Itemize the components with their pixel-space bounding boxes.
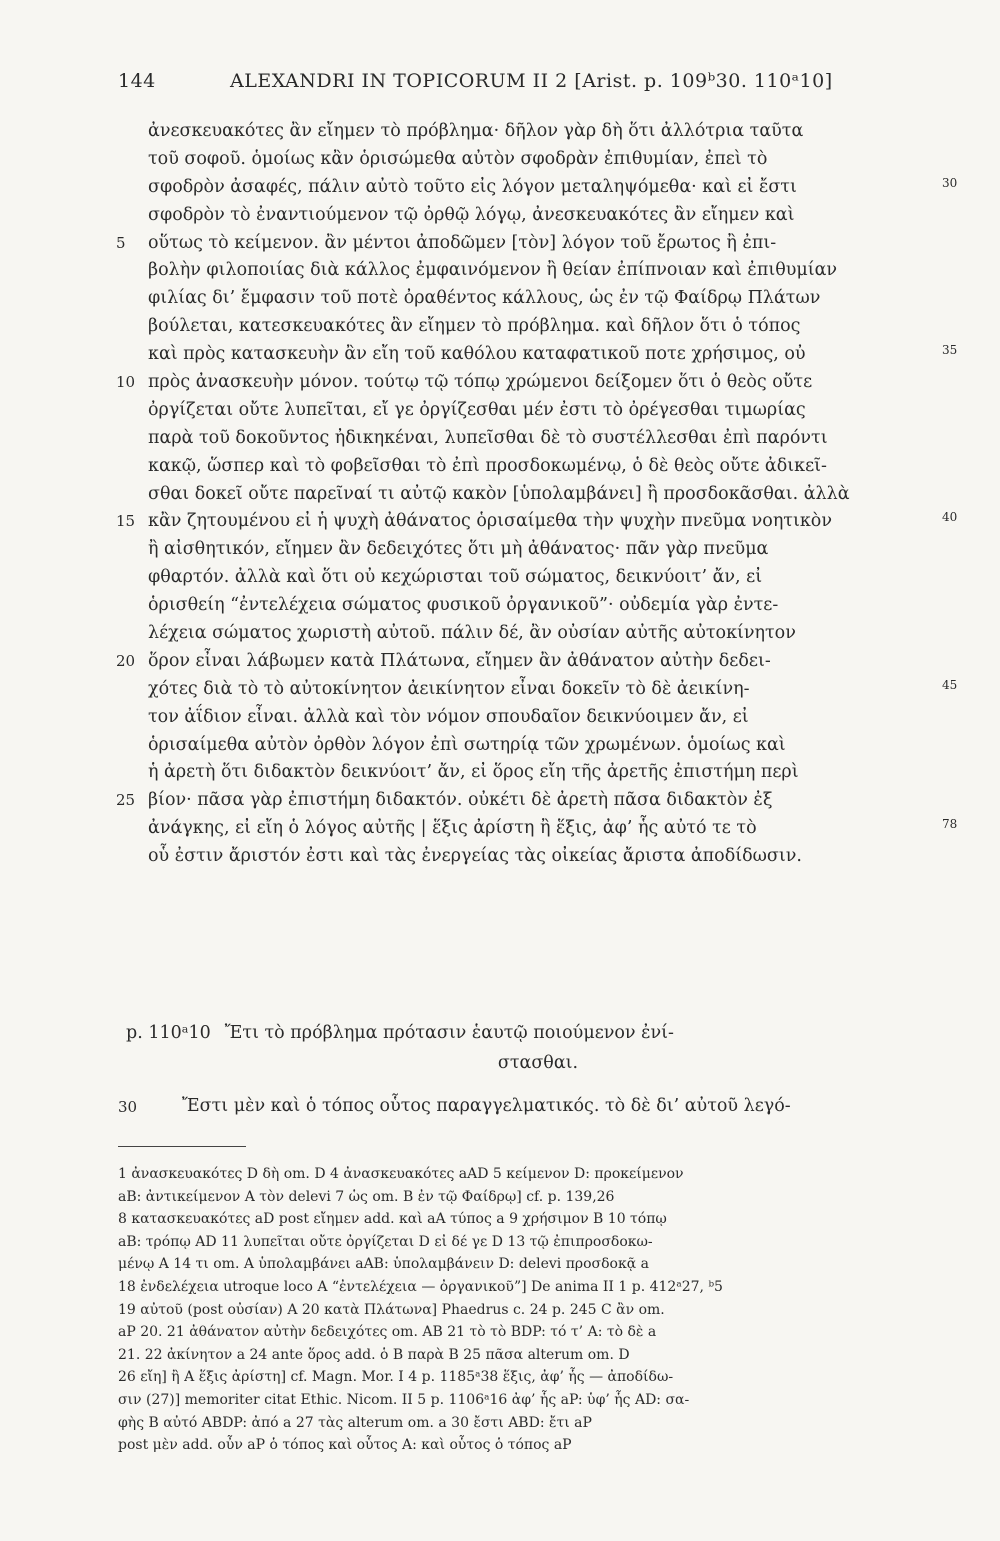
text-line [148, 174, 958, 202]
apparatus-line: 8 κατασκευακότες aD post εἴημεν add. καὶ aA τύπος a 9 χρήσιμον B 10 τόπῳ [118, 1211, 667, 1228]
text-line [148, 843, 928, 871]
text-line [148, 732, 928, 760]
line-number: 5 [116, 233, 126, 252]
text-line [148, 257, 928, 285]
running-title: ALEXANDRI IN TOPICORUM II 2 [Arist. p. 109ᵇ30. 110ᵃ10] [230, 70, 833, 92]
text-line [148, 704, 928, 732]
lemma-reference: p. 110ᵃ10 [126, 1023, 211, 1043]
line-number: 10 [116, 373, 136, 392]
line-text: οὕτως τὸ κείμενον. ἂν μέντοι ἀποδῶμεν [τὸν] λόγον τοῦ ἔρωτος ἢ ἐπι- [148, 232, 777, 253]
apparatus-line: μένῳ A 14 τι om. A ὑπολαμβάνει aAB: ὑπολαμβάνειν D: delevi προσδοκᾷ a [118, 1256, 649, 1273]
apparatus-line: aP 20. 21 ἀθάνατον αὐτὴν δεδειχότες om. AB 21 τὸ τὸ BDP: τό τ’ A: τὸ δὲ a [118, 1324, 657, 1341]
text-line [148, 146, 928, 174]
line-text: κακῷ, ὥσπερ καὶ τὸ φοβεῖσθαι τὸ ἐπὶ προσδοκωμένῳ, ὁ δὲ θεὸς οὔτε ἀδικεῖ- [148, 455, 827, 476]
text-line [148, 564, 928, 592]
apparatus-line: aB: ἀντικείμενον A τὸν delevi 7 ὡς om. B ἐν τῷ Φαίδρῳ] cf. p. 139,26 [118, 1188, 615, 1205]
apparatus-line: σιν (27)] memoriter citat Ethic. Nicom. II 5 p. 1106ᵃ16 ἀφ’ ἧς aP: ὑφ’ ἧς AD: σα- [118, 1391, 690, 1408]
text-line [148, 592, 928, 620]
text-line [116, 648, 928, 676]
line-text: ἀνάγκης, εἰ εἴη ὁ λόγος αὐτῆς | ἕξις ἀρίστη ἢ ἕξις, ἀφ’ ἧς αὐτό τε τὸ [148, 818, 757, 839]
lemma-text-line2: στασθαι. [497, 1053, 579, 1073]
line-text: λέχεια σώματος χωριστὴ αὐτοῦ. πάλιν δέ, ἂν οὐσίαν αὐτῆς αὐτοκίνητον [148, 623, 796, 644]
margin-reference-number: 45 [942, 677, 958, 692]
line-text: ἡ ἀρετὴ ὅτι διδακτὸν δεικνύοιτ’ ἄν, εἰ ὅρος εἴη τῆς ἀρετῆς ἐπιστήμη περὶ [148, 762, 799, 783]
apparatus-line: 19 αὐτοῦ (post οὐσίαν) A 20 κατὰ Πλάτωνα] Phaedrus c. 24 p. 245 C ἂν om. [118, 1301, 665, 1318]
lemma-text-line1: Ἔτι τὸ πρόβλημα πρότασιν ἑαυτῷ ποιούμενον ἐνί- [224, 1023, 674, 1043]
line-number: 30 [118, 1098, 138, 1116]
text-line [148, 676, 958, 704]
line-text: σφοδρὸν τὸ ἐναντιούμενον τῷ ὀρθῷ λόγῳ, ἀνεσκευακότες ἂν εἴημεν καὶ [148, 204, 795, 225]
text-line [148, 341, 958, 369]
line-text: καὶ πρὸς κατασκευὴν ἂν εἴη τοῦ καθόλου καταφατικοῦ ποτε χρήσιμος, οὐ [148, 344, 806, 365]
text-line [116, 787, 928, 815]
text-line [148, 536, 928, 564]
line-text: βούλεται, κατεσκευακότες ἂν εἴημεν τὸ πρόβλημα. καὶ δῆλον ὅτι ὁ τόπος [148, 316, 801, 337]
line-text: παρὰ τοῦ δοκοῦντος ἠδικηκέναι, λυπεῖσθαι δὲ τὸ συστέλλεσθαι ἐπὶ παρόντι [148, 427, 828, 448]
apparatus-line: 21. 22 ἀκίνητον a 24 ante ὅρος add. ὁ B παρὰ B 25 πᾶσα alterum om. D [118, 1346, 630, 1363]
line-text: φιλίας δι’ ἔμφασιν τοῦ ποτὲ ὀραθέντος κάλλους, ὡς ἐν τῷ Φαίδρῳ Πλάτων [148, 288, 821, 309]
line-text: βολὴν φιλοποιίας διὰ κάλλος ἐμφαινόμενον ἢ θείαν ἐπίπνοιαν καὶ ἐπιθυμίαν [148, 260, 838, 281]
line-text: φθαρτόν. ἀλλὰ καὶ ὅτι οὐ κεχώρισται τοῦ σώματος, δεικνύοιτ’ ἄν, εἰ [148, 567, 763, 588]
apparatus-line: post μὲν add. οὖν aP ὁ τόπος καὶ οὗτος A: καὶ οὗτος ὁ τόπος aP [118, 1437, 572, 1454]
line-text: βίον· πᾶσα γὰρ ἐπιστήμη διδακτόν. οὐκέτι δὲ ἀρετὴ πᾶσα διδακτὸν ἐξ [148, 790, 773, 811]
text-line [148, 815, 958, 843]
margin-reference-number: 40 [942, 510, 958, 525]
line-text: ὁρισαίμεθα αὐτὸν ὀρθὸν λόγον ἐπὶ σωτηρίᾳ τῶν χρωμένων. ὁμοίως καὶ [148, 734, 786, 755]
text-line [116, 369, 928, 397]
text-line [116, 508, 958, 536]
lemma [126, 1018, 928, 1078]
commentary-text: Ἔστι μὲν καὶ ὁ τόπος οὗτος παραγγελματικός. τὸ δὲ δι’ αὐτοῦ λεγό- [182, 1096, 791, 1116]
apparatus-line: φὴς B αὐτό ABDP: ἀπό a 27 τὰς alterum om. a 30 ἔστι ABD: ἔτι aP [118, 1414, 592, 1431]
line-text: ἢ αἰσθητικόν, εἴημεν ἂν δεδειχότες ὅτι μὴ ἀθάνατος· πᾶν γὰρ πνεῦμα [148, 539, 769, 560]
line-text: χότες διὰ τὸ τὸ αὐτοκίνητον ἀεικίνητον εἶναι δοκεῖν τὸ δὲ ἀεικίνη- [148, 678, 750, 699]
text-line [148, 759, 928, 787]
footnote-rule [118, 1146, 246, 1147]
critical-apparatus [118, 1163, 958, 1457]
line-number: 25 [116, 791, 136, 810]
line-number: 20 [116, 651, 136, 670]
line-text: ὅρον εἶναι λάβωμεν κατὰ Πλάτωνα, εἴημεν ἂν ἀθάνατον αὐτὴν δεδει- [148, 650, 771, 671]
line-text: σφοδρὸν ἀσαφές, πάλιν αὐτὸ τοῦτο εἰς λόγον μεταληψόμεθα· καὶ εἰ ἔστι [148, 176, 797, 197]
text-line [148, 397, 928, 425]
line-text: οὗ ἐστιν ἄριστόν ἐστι καὶ τὰς ἐνεργείας τὰς οἰκείας ἄριστα ἀποδίδωσιν. [148, 846, 802, 867]
text-line [148, 481, 928, 509]
margin-reference-number: 78 [942, 817, 958, 832]
line-text: τοῦ σοφοῦ. ὁμοίως κἂν ὁρισώμεθα αὐτὸν σφοδρὰν ἐπιθυμίαν, ἐπεὶ τὸ [148, 148, 768, 169]
apparatus-line: 18 ἐνδελέχεια utroque loco A “ἐντελέχεια — ὀργανικοῦ”] De anima II 1 p. 412ᵃ27, ᵇ5 [118, 1278, 723, 1295]
page-number: 144 [118, 70, 156, 92]
margin-reference-number: 35 [942, 343, 958, 358]
page-header [118, 70, 910, 102]
apparatus-line: 1 ἀνασκευακότες D δὴ om. D 4 ἀνασκευακότες aAD 5 κείμενον D: προκείμενον [118, 1166, 684, 1182]
text-line [148, 453, 928, 481]
text-line [116, 230, 928, 258]
line-number: 15 [116, 512, 136, 531]
text-line [148, 425, 928, 453]
line-text: ὀργίζεται οὔτε λυπεῖται, εἴ γε ὀργίζεσθαι μέν ἐστι τὸ ὀρέγεσθαι τιμωρίας [148, 399, 806, 420]
line-text: κἂν ζητουμένου εἰ ἡ ψυχὴ ἀθάνατος ὁρισαίμεθα τὴν ψυχὴν πνεῦμα νοητικὸν [148, 511, 832, 532]
line-text: τον ἀΐδιον εἶναι. ἀλλὰ καὶ τὸν νόμον σπουδαῖον δεικνύοιμεν ἄν, εἰ [148, 706, 749, 727]
line-text: ὁρισθείη “ἐντελέχεια σώματος φυσικοῦ ὀργανικοῦ”· οὐδεμία γὰρ ἐντε- [148, 595, 779, 616]
text-line [148, 118, 928, 146]
text-line [148, 285, 928, 313]
margin-reference-number: 30 [942, 175, 958, 190]
line-text: σθαι δοκεῖ οὔτε παρεῖναί τι αὐτῷ κακὸν [ὑπολαμβάνει] ἢ προσδοκᾶσθαι. ἀλλὰ [148, 483, 850, 504]
text-line [148, 620, 928, 648]
apparatus-line: aB: τρόπῳ AD 11 λυπεῖται οὔτε ὀργίζεται D εἰ δέ γε D 13 τῷ ἐπιπροσδοκω- [118, 1233, 653, 1250]
line-text: πρὸς ἀνασκευὴν μόνον. τούτῳ τῷ τόπῳ χρώμενοι δείξομεν ὅτι ὁ θεὸς οὔτε [148, 372, 813, 393]
text-line [148, 202, 928, 230]
text-line [148, 313, 928, 341]
apparatus-line: 26 εἴη] ἢ A ἕξις ἀρίστη] cf. Magn. Mor. I 4 p. 1185ᵃ38 ἕξις, ἀφ’ ἧς — ἀποδίδω- [118, 1369, 674, 1386]
line-text: ἀνεσκευακότες ἂν εἴημεν τὸ πρόβλημα· δῆλον γὰρ δὴ ὅτι ἀλλότρια ταῦτα [148, 121, 804, 141]
main-text [116, 118, 958, 871]
